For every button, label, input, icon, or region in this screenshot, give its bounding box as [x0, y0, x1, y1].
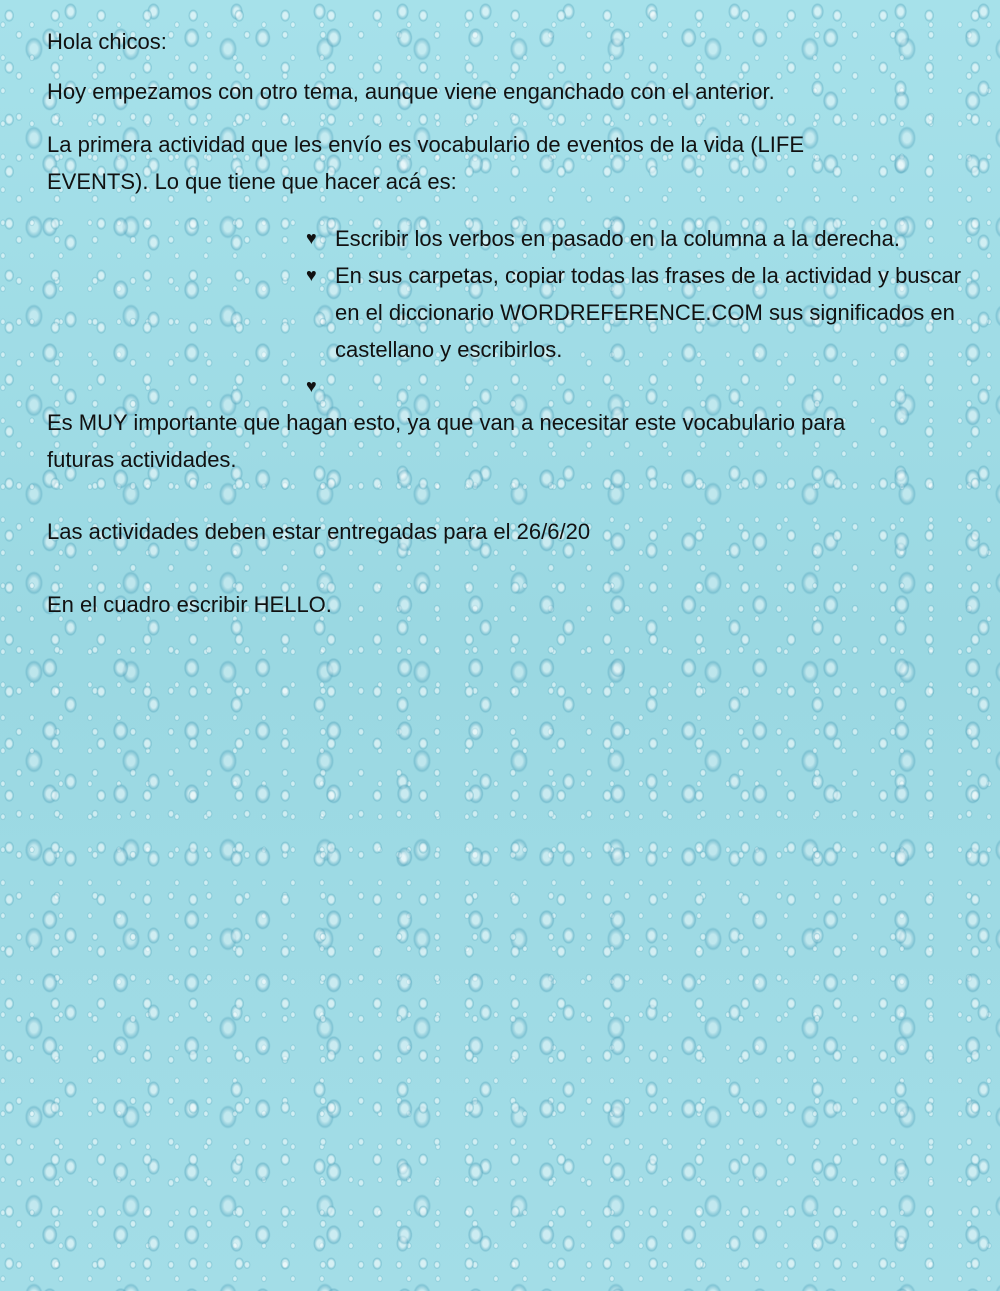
greeting-text: Hola chicos: [47, 29, 167, 54]
bullet-item [306, 368, 966, 405]
instruction-text: En el cuadro escribir HELLO. [47, 592, 332, 617]
intro-paragraph: Hoy empezamos con otro tema, aunque viene enganchado con el anterior. [47, 79, 775, 104]
importance-line-2: futuras actividades. [47, 447, 237, 472]
deadline-text: Las actividades deben estar entregadas para el 26/6/20 [47, 519, 591, 544]
importance-line-1: Es MUY importante que hagan esto, ya que van a necesitar este vocabulario para [47, 410, 846, 435]
heart-bullet-icon: ♥ [306, 376, 317, 396]
bullet-text: En sus carpetas, copiar todas las frases de la actividad y buscar en el diccionario WORDREFERENCE.COM sus significados en castellano y escribirlos. [335, 263, 962, 362]
activity-line-1: La primera actividad que les envío es vocabulario de eventos de la vida (LIFE [47, 132, 804, 157]
instruction-bullet-list [306, 220, 966, 405]
bullet-text: Escribir los verbos en pasado en la columna a la derecha. [335, 226, 900, 251]
activity-paragraph [47, 126, 804, 200]
bullet-item [306, 257, 966, 368]
heart-bullet-icon: ♥ [306, 228, 317, 248]
activity-line-2: EVENTS). Lo que tiene que hacer acá es: [47, 169, 457, 194]
heart-bullet-icon: ♥ [306, 265, 317, 285]
importance-paragraph [47, 404, 845, 478]
bullet-item [306, 220, 966, 257]
